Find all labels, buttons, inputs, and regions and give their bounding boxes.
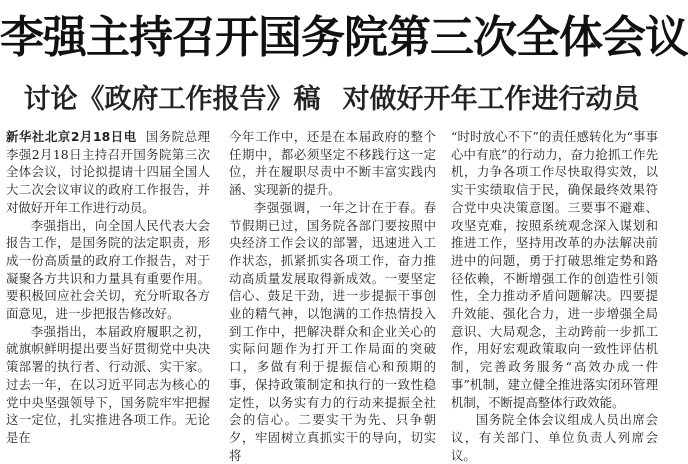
paragraph: 国务院全体会议组成人员出席会议，有关部门、单位负责人列席会议。 bbox=[451, 412, 658, 463]
article-column-2 bbox=[229, 128, 436, 463]
paragraph: 李强指出，向全国人民代表大会报告工作，是国务院的法定职责，形成一份高质量的政府工作报告，对于凝聚各方共识和力量具有重要作用。要积极回应社会关切，充分听取各方面意见，进一步把报告修改好。 bbox=[6, 217, 210, 322]
dateline: 新华社北京2月18日电 bbox=[6, 129, 137, 144]
paragraph: 李强强调，一年之计在于春。春节假期已过，国务院各部门要按照中央经济工作会议的部署，迅速进入工作状态，抓紧抓实各项工作，奋力推动高质量发展取得新成效。一要坚定信心、鼓足干劲，进一步提振干事创业的精气神，以饱满的工作热情投入到工作中，把解决群众和企业关心的实际问题作为打开工作局面的突破口，多做有利于提振信心和预期的事，保持政策制定和执行的一致性稳定性，以务实有力的行动来提振全社会的信心。二要实干为先、只争朝夕，牢固树立真抓实干的导向，切实将 bbox=[229, 199, 436, 463]
subhead-right: 对做好开年工作进行动员 bbox=[342, 84, 640, 115]
paragraph: 李强指出，本届政府履职之初，就旗帜鲜明提出要当好贯彻党中央决策部署的执行者、行动派、实干家。过去一年，在以习近平同志为核心的党中央坚强领导下，国务院牢牢把握这一定位，扎实推进各项工作。无论是在 bbox=[6, 323, 210, 445]
article-column-1 bbox=[6, 128, 210, 445]
article-column-3 bbox=[451, 128, 658, 463]
paragraph: 今年工作中，还是在本届政府的整个任期中，都必须坚定不移践行这一定位，并在履职尽责中不断丰富实践内涵、实现新的提升。 bbox=[229, 129, 436, 198]
subheadline bbox=[0, 84, 663, 116]
headline: 李强主持召开国务院第三次全体会议 bbox=[0, 12, 688, 63]
paragraph: “时时放心不下”的责任感转化为“事事心中有底”的行动力，奋力抢抓工作先机，力争各项工作尽快取得实效，以实干实绩取信于民，确保最终效果符合党中央决策意图。三要事不避难、攻坚克难，按照系统观念深入谋划和推进工作，坚持用改革的办法解决前进中的问题，勇于打破思维定势和路径依赖，不断增强工作的创造性引领性，全力推动矛盾问题解决。四要提升效能、强化合力，进一步增强全局意识、大局观念，主动跨前一步抓工作，用好宏观政策取向一致性评估机制，完善政务服务“高效办成一件事”机制，建立健全推进落实闭环管理机制，不断提高整体行政效能。 bbox=[451, 129, 658, 410]
paragraph-text: 国务院总理李强2月18日主持召开国务院第三次全体会议，讨论拟提请十四届全国人大二次会议审议的政府工作报告，并对做好开年工作进行动员。 bbox=[6, 129, 210, 215]
paragraph bbox=[6, 128, 210, 217]
subhead-left: 讨论《政府工作报告》稿 bbox=[23, 84, 321, 115]
